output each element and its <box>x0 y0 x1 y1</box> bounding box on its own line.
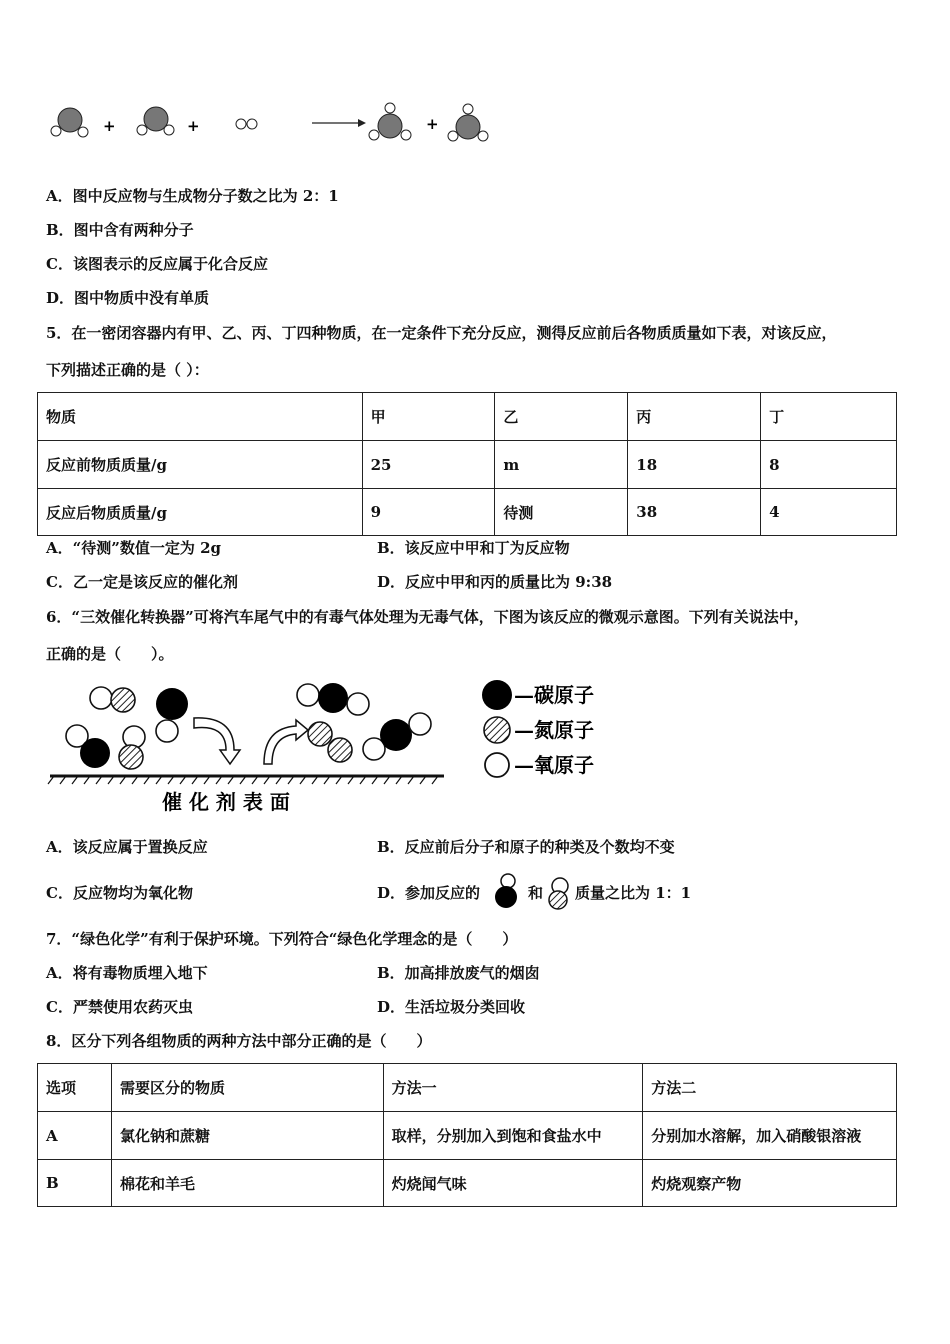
co-molecule-icon <box>493 872 521 910</box>
q6-option-c: C．反应物均为氧化物 <box>46 884 193 902</box>
catalyst-surface-label: 催 化 剂 表 面 <box>162 790 290 814</box>
table-cell: 灼烧闻气味 <box>383 1160 643 1207</box>
legend-nitrogen-label: —氮原子 <box>514 718 594 742</box>
table-cell: 分别加水溶解，加入硝酸银溶液 <box>643 1112 897 1160</box>
reactant-molecule-1 <box>51 108 88 137</box>
no-molecule-icon <box>547 876 573 912</box>
reactant-molecule-3 <box>236 119 257 129</box>
q7-option-c: C．严禁使用农药灭虫 <box>46 998 193 1016</box>
q6-option-b: B．反应前后分子和原子的种类及个数均不变 <box>377 838 675 856</box>
curved-arrow-up-icon <box>264 720 308 764</box>
product-molecules <box>297 683 431 762</box>
q5-option-d: D．反应中甲和丙的质量比为 9:38 <box>377 573 613 591</box>
table-header-row <box>38 1064 897 1112</box>
table-header-cell: 方法二 <box>643 1064 897 1112</box>
table-cell: 25 <box>362 441 495 489</box>
catalyst-reaction-diagram <box>44 676 624 822</box>
q4-option-b: B．图中含有两种分子 <box>46 221 194 239</box>
table-header-cell: 丁 <box>761 393 897 441</box>
q7-option-d: D．生活垃圾分类回收 <box>377 998 526 1016</box>
reaction-arrow <box>312 119 366 127</box>
q6-option-d <box>377 883 480 903</box>
table-header-cell: 方法一 <box>383 1064 643 1112</box>
q6-stem-line2: 正确的是（ ）。 <box>46 645 174 663</box>
q4-option-a: A．图中反应物与生成物分子数之比为 2：1 <box>46 187 339 205</box>
table-cell: 灼烧观察产物 <box>643 1160 897 1207</box>
reaction-equation-diagram <box>40 95 510 155</box>
table-row <box>38 489 897 536</box>
q6-stem-line1: 6．“三效催化转换器”可将汽车尾气中的有毒气体处理为无毒气体，下图为该反应的微观示意图。下列有关说法中， <box>46 608 809 626</box>
reactant-molecules <box>66 687 188 769</box>
table-header-cell: 需要区分的物质 <box>111 1064 383 1112</box>
q5-option-a: A．“待测”数值一定为 2g <box>46 539 222 557</box>
q5-option-c: C．乙一定是该反应的催化剂 <box>46 573 238 591</box>
table-cell: 反应后物质质量/g <box>38 489 363 536</box>
table-cell: 氯化钠和蔗糖 <box>111 1112 383 1160</box>
table-cell: B <box>38 1160 112 1207</box>
table-cell: 4 <box>761 489 897 536</box>
plus-sign-1: + <box>103 117 116 135</box>
table-header-row <box>38 393 897 441</box>
table-row <box>38 1112 897 1160</box>
q5-option-b: B．该反应中甲和丁为反应物 <box>377 539 570 557</box>
table-header-cell: 乙 <box>495 393 628 441</box>
q7-stem: 7．“绿色化学”有利于保护环境。下列符合“绿色化学理念的是（ ） <box>46 930 518 948</box>
table-cell: m <box>495 441 628 489</box>
table-cell: 棉花和羊毛 <box>111 1160 383 1207</box>
table-cell: 18 <box>628 441 761 489</box>
q4-option-d: D．图中物质中没有单质 <box>46 289 210 307</box>
reactant-molecule-2 <box>137 107 174 135</box>
q7-option-b: B．加高排放废气的烟囱 <box>377 964 540 982</box>
table-cell: A <box>38 1112 112 1160</box>
q6-option-a: A．该反应属于置换反应 <box>46 838 208 856</box>
table-header-cell: 甲 <box>362 393 495 441</box>
table-cell: 待测 <box>495 489 628 536</box>
product-molecule-1 <box>369 103 411 140</box>
q8-stem: 8．区分下列各组物质的两种方法中部分正确的是（ ） <box>46 1032 432 1050</box>
curved-arrow-down-icon <box>194 718 240 764</box>
q6-option-d-middle: 和 <box>528 884 544 902</box>
q5-stem-line2: 下列描述正确的是（ ）： <box>46 361 209 379</box>
q6-option-d-prefix: D．参加反应的 <box>377 884 481 902</box>
q5-stem-line1: 5．在一密闭容器内有甲、乙、丙、丁四种物质，在一定条件下充分反应，测得反应前后各物质质量如下表，对该反应， <box>46 324 837 342</box>
q6-option-d-suffix: 质量之比为 1：1 <box>575 884 692 902</box>
table-header-cell: 丙 <box>628 393 761 441</box>
q5-mass-table <box>37 392 897 536</box>
catalyst-surface <box>48 776 444 784</box>
product-molecule-2 <box>448 104 488 141</box>
table-cell: 反应前物质质量/g <box>38 441 363 489</box>
legend-carbon-label: —碳原子 <box>514 683 594 707</box>
table-row <box>38 441 897 489</box>
q7-option-a: A．将有毒物质埋入地下 <box>46 964 208 982</box>
legend-oxygen-label: —氧原子 <box>514 753 594 777</box>
plus-sign-3: + <box>426 115 439 133</box>
plus-sign-2: + <box>187 117 200 135</box>
q4-option-c: C．该图表示的反应属于化合反应 <box>46 255 268 273</box>
table-row <box>38 1160 897 1207</box>
atom-legend <box>482 680 594 777</box>
table-cell: 38 <box>628 489 761 536</box>
q8-methods-table <box>37 1063 897 1207</box>
table-cell: 9 <box>362 489 495 536</box>
table-header-cell: 选项 <box>38 1064 112 1112</box>
table-header-cell: 物质 <box>38 393 363 441</box>
table-cell: 8 <box>761 441 897 489</box>
table-cell: 取样，分别加入到饱和食盐水中 <box>383 1112 643 1160</box>
